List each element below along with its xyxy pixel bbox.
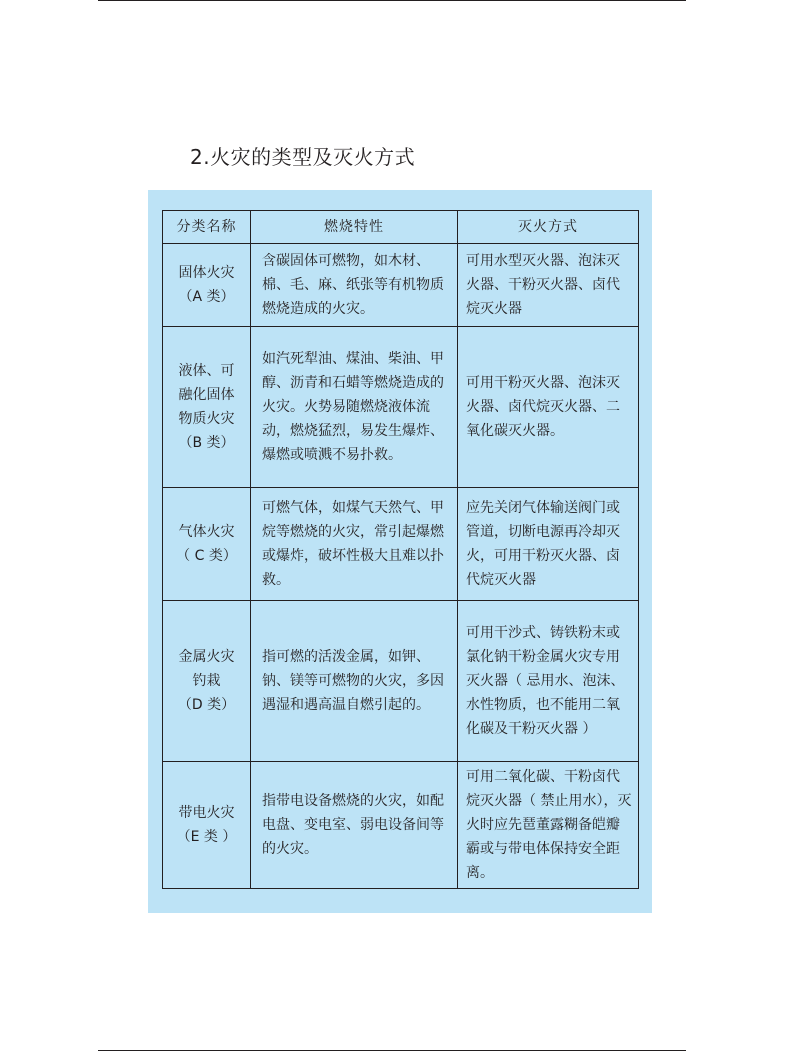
cell-category xyxy=(163,244,251,327)
cell-characteristics xyxy=(251,601,458,762)
top-rule xyxy=(98,0,686,1)
category-text: 带电火灾 （E 类 ） xyxy=(176,805,237,845)
category-text: 液体、可 融化固体 物质火灾 （B 类） xyxy=(178,363,235,451)
bottom-rule xyxy=(98,1050,686,1051)
cell-characteristics xyxy=(251,244,458,327)
section-title: 2.火灾的类型及灭火方式 xyxy=(190,145,416,169)
table-row xyxy=(163,488,639,601)
cell-method xyxy=(458,488,639,601)
cell-characteristics xyxy=(251,762,458,889)
header-characteristics: 燃烧特性 xyxy=(251,211,458,244)
cell-category xyxy=(163,762,251,889)
characteristics-text: 指可燃的活泼金属，如钾、钠、镁等可燃物的火灾，多因遇湿和遇高温自燃引起的。 xyxy=(262,649,444,713)
category-text: 气体火灾 （ C 类） xyxy=(176,524,237,564)
header-category: 分类名称 xyxy=(163,211,251,244)
table-header-row xyxy=(163,211,639,244)
characteristics-text: 含碳固体可燃物，如木材、棉、毛、麻、纸张等有机物质燃烧造成的火灾。 xyxy=(262,253,444,317)
method-text: 可用二氧化碳、干粉卤代烷灭火器（ 禁止用水），灭火时应先琶董露糊备皑瓣霸或与带电体保持安全距离。 xyxy=(466,769,632,881)
cell-category xyxy=(163,488,251,601)
table-row xyxy=(163,327,639,488)
characteristics-text: 可燃气体，如煤气天然气、甲烷等燃烧的火灾，常引起爆燃或爆炸，破坏性极大且难以扑救。 xyxy=(262,500,444,588)
cell-method xyxy=(458,762,639,889)
category-text: 固体火灾 （A 类） xyxy=(178,265,235,305)
cell-category xyxy=(163,601,251,762)
method-text: 可用水型灭火器、泡沫灭火器、干粉灭火器、卤代烷灭火器 xyxy=(466,253,620,317)
cell-characteristics xyxy=(251,327,458,488)
category-text: 金属火灾 钓栽 （D 类） xyxy=(177,649,236,713)
fire-type-table xyxy=(162,210,639,889)
characteristics-text: 指带电设备燃烧的火灾，如配电盘、变电室、弱电设备间等的火灾。 xyxy=(262,793,444,857)
table-row xyxy=(163,244,639,327)
header-method: 灭火方式 xyxy=(458,211,639,244)
cell-method xyxy=(458,601,639,762)
cell-method xyxy=(458,327,639,488)
method-text: 应先关闭气体输送阀门或管道，切断电源再冷却灭火，可用干粉灭火器、卤代烷灭火器 xyxy=(466,500,620,588)
cell-category xyxy=(163,327,251,488)
method-text: 可用干粉灭火器、泡沫灭火器、卤代烷灭火器、二氧化碳灭火器。 xyxy=(466,375,620,439)
method-text: 可用干沙式、铸铁粉末或氯化钠干粉金属火灾专用灭火器（ 忌用水、泡沫、水性物质，也不能用二氧化碳及干粉灭火器 ） xyxy=(466,625,625,737)
table-row xyxy=(163,762,639,889)
cell-characteristics xyxy=(251,488,458,601)
characteristics-text: 如汽死犁油、煤油、柴油、甲醇、沥青和石蜡等燃烧造成的火灾。火势易随燃烧液体流动，燃烧猛烈，易发生爆炸、爆燃或喷溅不易扑救。 xyxy=(262,351,444,463)
cell-method xyxy=(458,244,639,327)
table-panel xyxy=(148,190,652,913)
table-row xyxy=(163,601,639,762)
